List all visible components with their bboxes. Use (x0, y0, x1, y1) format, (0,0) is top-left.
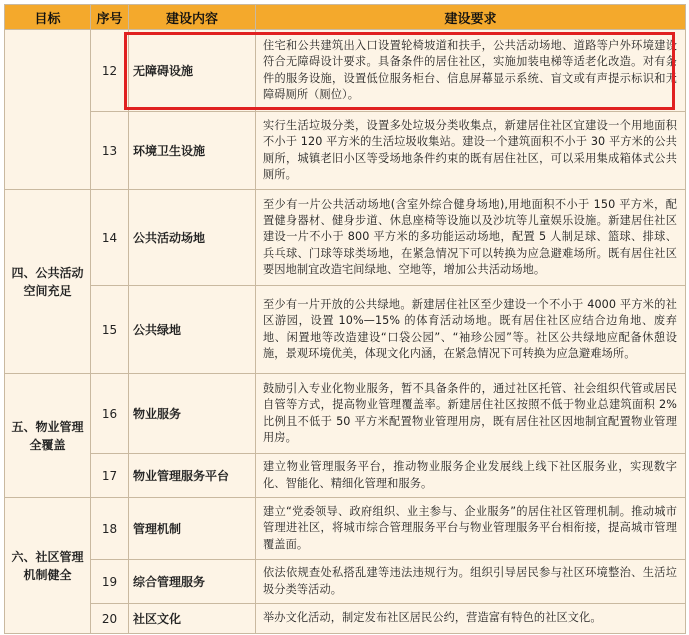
header-goal: 目标 (5, 5, 91, 30)
goal-cell: 六、社区管理机制健全 (5, 498, 91, 634)
table-row (5, 604, 686, 634)
item-cell: 物业服务 (129, 374, 256, 454)
requirement-cell: 举办文化活动，制定发布社区居民公约，营造富有特色的社区文化。 (256, 604, 686, 634)
seq-cell: 17 (91, 454, 129, 498)
header-requirement: 建设要求 (256, 5, 686, 30)
header-row (5, 5, 686, 30)
seq-cell: 18 (91, 498, 129, 560)
table-row (5, 112, 686, 190)
item-cell: 物业管理服务平台 (129, 454, 256, 498)
requirement-cell: 实行生活垃圾分类，设置多处垃圾分类收集点，新建居住社区宜建设一个用地面积不小于 120 平方米的生活垃圾收集站。建设一个建筑面积不小于 30 平方米的公共厕所，城镇老旧小区等受场地条件约束的既有居住社区，可以采用集成箱体式公共厕所。 (256, 112, 686, 190)
table-row (5, 286, 686, 374)
header-seq: 序号 (91, 5, 129, 30)
requirement-cell: 至少有一片开放的公共绿地。新建居住社区至少建设一个不小于 4000 平方米的社区游园，设置 10%—15% 的体育活动场地。既有居住社区应结合边角地、废弃地、闲置地等改造建设“口袋公园”、“袖珍公园”等。社区公共绿地应配备休憩设施，景观环境优美，体现文化内涵，在紧急情况下可转换为应急避难场所。 (256, 286, 686, 374)
requirement-cell: 鼓励引入专业化物业服务，暂不具备条件的，通过社区托管、社会组织代管或居民自管等方式，提高物业管理覆盖率。新建居住社区按照不低于物业总建筑面积 2%比例且不低于 50 平方米配置物业管理用房，既有居住社区因地制宜配置物业管理用房。 (256, 374, 686, 454)
item-cell: 环境卫生设施 (129, 112, 256, 190)
requirement-cell: 住宅和公共建筑出入口设置轮椅坡道和扶手，公共活动场地、道路等户外环境建设符合无障碍设计要求。具备条件的居住社区，实施加装电梯等适老化改造。对有条件的服务设施，设置低位服务柜台、信息屏幕显示系统、盲文或有声提示标识和无障碍厕所（厕位）。 (256, 30, 686, 112)
goal-cell (5, 30, 91, 190)
table-row (5, 454, 686, 498)
table-row (5, 374, 686, 454)
seq-cell: 15 (91, 286, 129, 374)
item-cell: 公共绿地 (129, 286, 256, 374)
requirement-cell: 建立物业管理服务平台，推动物业服务企业发展线上线下社区服务业，实现数字化、智能化、精细化管理和服务。 (256, 454, 686, 498)
requirement-cell: 至少有一片公共活动场地(含室外综合健身场地),用地面积不小于 150 平方米，配置健身器材、健身步道、休息座椅等设施以及沙坑等儿童娱乐设施。新建居住社区建设一片不小于 800 平方米的多功能运动场地，配置 5 人制足球、篮球、排球、兵乓球、门球等球类场地，在紧急情况下可以转换为应急避难场所。既有居住社区要因地制宜改造宅间绿地、空地等，增加公共活动场地。 (256, 190, 686, 286)
table-row (5, 190, 686, 286)
goal-cell: 五、物业管理全覆盖 (5, 374, 91, 498)
item-cell: 公共活动场地 (129, 190, 256, 286)
table-row (5, 498, 686, 560)
seq-cell: 12 (91, 30, 129, 112)
seq-cell: 20 (91, 604, 129, 634)
construction-requirements-table (4, 4, 686, 634)
requirement-cell: 建立“党委领导、政府组织、业主参与、企业服务”的居住社区管理机制。推动城市管理进社区，将城市综合管理服务平台与物业管理服务平台相衔接，提高城市管理覆盖面。 (256, 498, 686, 560)
header-content: 建设内容 (129, 5, 256, 30)
table-row (5, 560, 686, 604)
table-row (5, 30, 686, 112)
seq-cell: 16 (91, 374, 129, 454)
item-cell: 管理机制 (129, 498, 256, 560)
seq-cell: 14 (91, 190, 129, 286)
seq-cell: 19 (91, 560, 129, 604)
goal-cell: 四、公共活动空间充足 (5, 190, 91, 374)
item-cell: 无障碍设施 (129, 30, 256, 112)
item-cell: 社区文化 (129, 604, 256, 634)
requirement-cell: 依法依规查处私搭乱建等违法违规行为。组织引导居民参与社区环境整治、生活垃圾分类等活动。 (256, 560, 686, 604)
item-cell: 综合管理服务 (129, 560, 256, 604)
seq-cell: 13 (91, 112, 129, 190)
